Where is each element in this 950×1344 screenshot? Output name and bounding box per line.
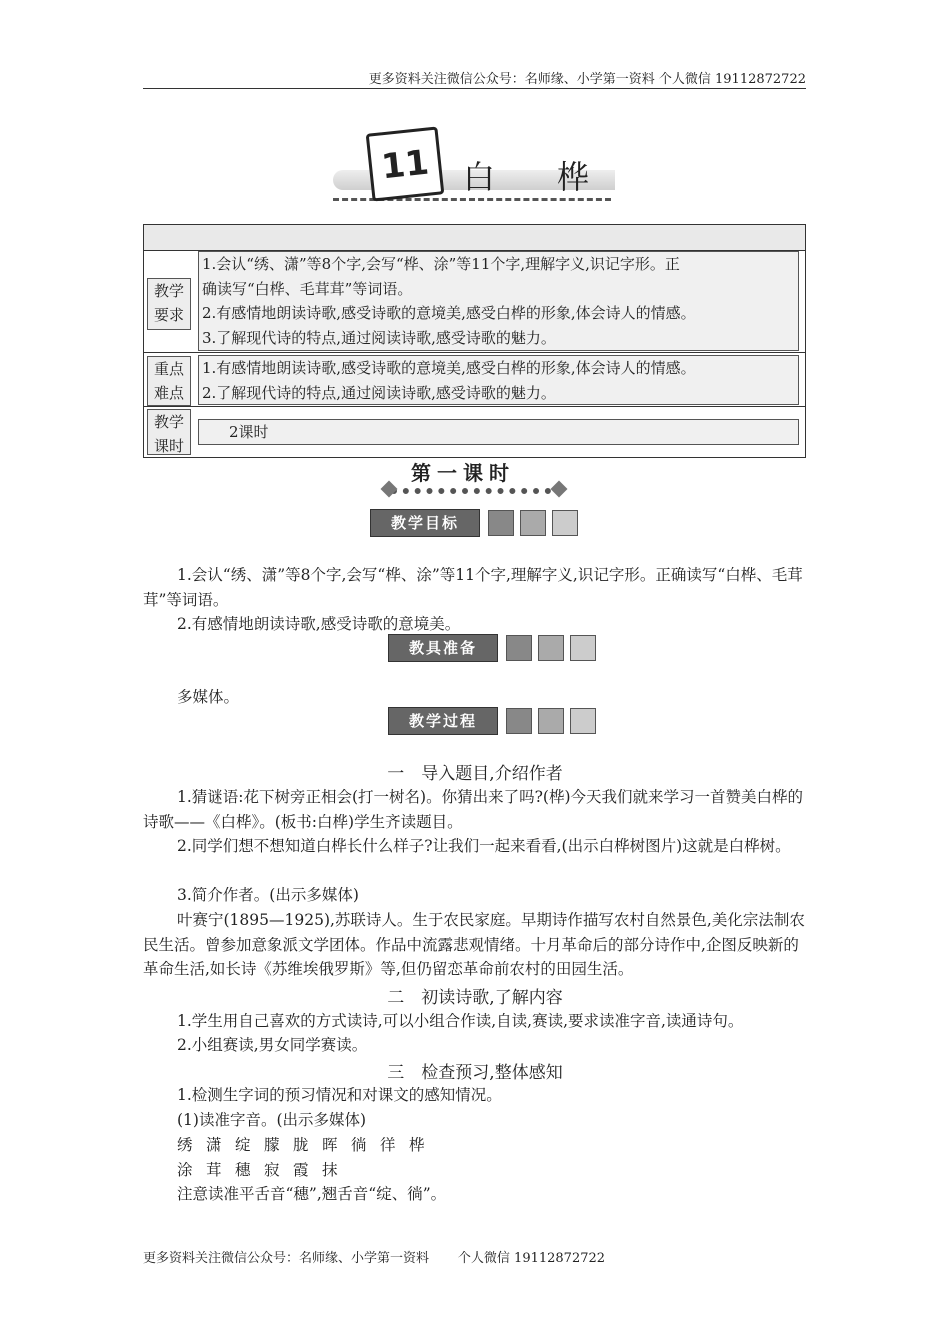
char-item: 抹 bbox=[322, 1161, 338, 1179]
char-item: 朦 bbox=[264, 1136, 280, 1154]
gray-box bbox=[506, 635, 532, 661]
goal-line: 确读写“白桦、毛茸茸”等词语。 bbox=[202, 279, 413, 298]
goal-paragraph: 1.会认“绣、潇”等8个字,会写“桦、涂”等11个字,理解字义,识记字形。正确读写“白桦、毛茸茸”等词语。 bbox=[143, 566, 803, 609]
time-value: 2课时 bbox=[198, 419, 799, 445]
char-item: 霞 bbox=[293, 1161, 309, 1179]
char-item: 涂 bbox=[177, 1161, 193, 1179]
footer-text: 更多资料关注微信公众号：名师缘、小学第一资料 个人微信 19112872722 bbox=[143, 1251, 606, 1266]
gray-box bbox=[538, 708, 564, 734]
part2-paragraph: 1.学生用自己喜欢的方式读诗,可以小组合作读,自读,赛读,要求读准字音,读通诗句。 bbox=[177, 1012, 744, 1030]
gray-box bbox=[506, 708, 532, 734]
char-item: 绽 bbox=[235, 1136, 251, 1154]
part3-heading: 三 检查预习,整体感知 bbox=[387, 1063, 563, 1083]
goal-line: 1.会认“绣、潇”等8个字,会写“桦、涂”等11个字,理解字义,识记字形。正 bbox=[202, 255, 680, 273]
key-line: 2.了解现代诗的特点,通过阅读诗歌,感受诗歌的魅力。 bbox=[202, 383, 556, 402]
title-char-2: 桦 bbox=[557, 158, 590, 196]
title-char-1: 白 bbox=[463, 158, 496, 196]
lesson-title-banner bbox=[381, 457, 571, 501]
key-line: 1.有感情地朗读诗歌,感受诗歌的意境美,感受白桦的形象,体会诗人的情感。 bbox=[202, 359, 696, 377]
section-label: 教学目标 bbox=[370, 509, 480, 537]
gray-box bbox=[570, 708, 596, 734]
page-header bbox=[143, 66, 806, 89]
part1-paragraph: 2.同学们想不想知道白桦长什么样子?让我们一起来看看,(出示白桦树图片)这就是白桦树。 bbox=[177, 837, 791, 855]
char-item: 徜 bbox=[351, 1136, 367, 1154]
part3-note: 注意读准平舌音“穗”,翘舌音“绽、徜”。 bbox=[177, 1185, 447, 1203]
lesson-dots bbox=[391, 488, 551, 494]
char-item: 绣 bbox=[177, 1136, 193, 1154]
key-label: 重点 难点 bbox=[147, 356, 191, 406]
part2-heading: 二 初读诗歌,了解内容 bbox=[387, 988, 563, 1008]
chars-row-2 bbox=[177, 1158, 847, 1183]
char-item: 胧 bbox=[293, 1136, 309, 1154]
part1-paragraph: 1.猜谜语:花下树旁正相会(打一树名)。你猜出来了吗?(桦)今天我们就来学习一首赞美白桦的诗歌——《白桦》。(板书:白桦)学生齐读题目。 bbox=[143, 788, 804, 831]
gray-box bbox=[488, 510, 514, 536]
key-cell bbox=[198, 355, 799, 405]
goal-paragraph: 2.有感情地朗读诗歌,感受诗歌的意境美。 bbox=[177, 615, 461, 633]
section-label: 教学过程 bbox=[388, 707, 498, 735]
part1-paragraph: 叶赛宁(1895—1925),苏联诗人。生于农民家庭。早期诗作描写农村自然景色,美化宗法制农民生活。曾参加意象派文学团体。作品中流露悲观情绪。十月革命后的部分诗作中,企图反映新的革命生活,如长诗《苏维埃俄罗斯》等,但仍留恋革命前农村的田园生活。 bbox=[143, 911, 805, 978]
lesson-info-table bbox=[143, 224, 806, 458]
char-item: 潇 bbox=[206, 1136, 222, 1154]
goal-label: 教学 要求 bbox=[147, 278, 191, 330]
gray-box bbox=[570, 635, 596, 661]
part2-paragraph: 2.小组赛读,男女同学赛读。 bbox=[177, 1036, 368, 1054]
char-item: 茸 bbox=[206, 1161, 222, 1179]
part3-paragraph: 1.检测生字词的预习情况和对课文的感知情况。 bbox=[177, 1086, 502, 1104]
table-divider bbox=[144, 406, 805, 407]
goal-cell bbox=[198, 251, 799, 351]
table-header-row bbox=[144, 225, 805, 251]
tools-paragraph: 多媒体。 bbox=[177, 688, 240, 706]
section-label: 教具准备 bbox=[388, 634, 498, 662]
page-footer bbox=[143, 1247, 605, 1266]
char-item: 穗 bbox=[235, 1161, 251, 1179]
calendar-icon bbox=[366, 126, 445, 201]
table-divider bbox=[144, 352, 805, 353]
lesson-number: 11 bbox=[379, 142, 431, 188]
time-label: 教学 课时 bbox=[147, 409, 191, 455]
char-item: 寂 bbox=[264, 1161, 280, 1179]
diamond-icon bbox=[551, 481, 568, 498]
lesson-title: 第一课时 bbox=[411, 461, 515, 485]
goal-line: 2.有感情地朗读诗歌,感受诗歌的意境美,感受白桦的形象,体会诗人的情感。 bbox=[202, 304, 696, 322]
header-text: 更多资料关注微信公众号：名师缘、小学第一资料 个人微信 19112872722 bbox=[368, 72, 806, 87]
goal-line: 3.了解现代诗的特点,通过阅读诗歌,感受诗歌的魅力。 bbox=[202, 328, 556, 347]
diamond-icon bbox=[381, 481, 398, 498]
char-item: 桦 bbox=[409, 1136, 425, 1154]
part1-heading: 一 导入题目,介绍作者 bbox=[387, 764, 563, 784]
chars-row-1 bbox=[177, 1133, 847, 1158]
part3-paragraph: (1)读准字音。(出示多媒体) bbox=[177, 1111, 367, 1129]
char-item: 徉 bbox=[380, 1136, 396, 1154]
title-banner bbox=[333, 126, 615, 204]
gray-box bbox=[552, 510, 578, 536]
char-item: 晖 bbox=[322, 1136, 338, 1154]
gray-box bbox=[538, 635, 564, 661]
gray-box bbox=[520, 510, 546, 536]
part1-paragraph: 3.简介作者。(出示多媒体) bbox=[177, 886, 359, 904]
